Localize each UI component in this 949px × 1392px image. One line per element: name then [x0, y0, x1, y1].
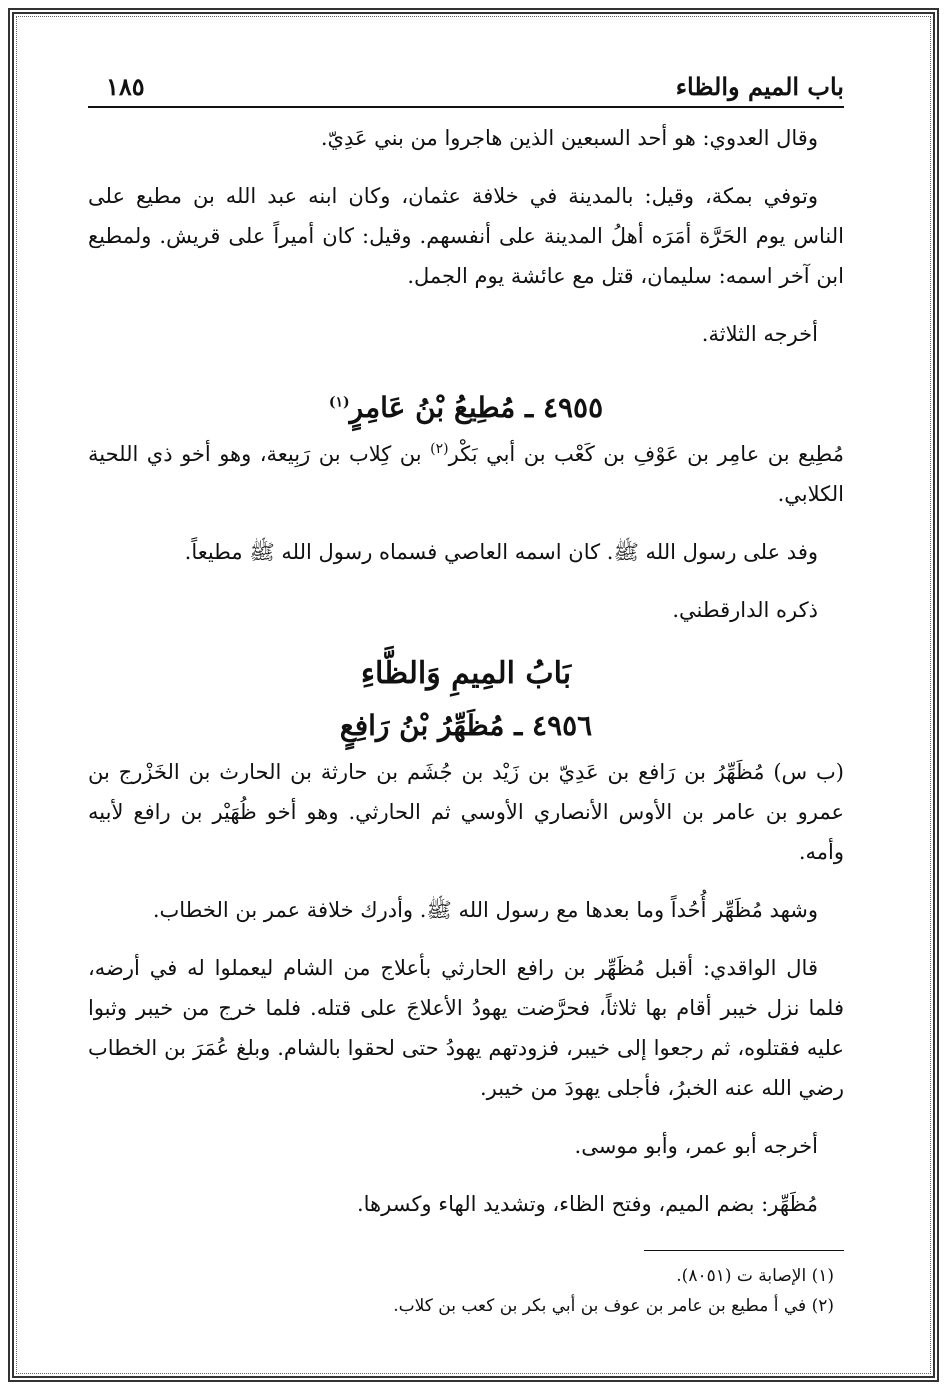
- paragraph: مُظَهِّر: بضم الميم، وفتح الظاء، وتشديد الهاء وكسرها.: [356, 1192, 818, 1216]
- footnote-ref: (٢): [430, 441, 449, 457]
- paragraph: قال الواقدي: أقبل مُظَهِّر بن رافع الحارثي بأعلاج من الشام ليعملوا له في أرضه، فلما نزل خيبر أقام بها ثلاثاً، فحرَّضت يهودُ الأعلاجَ على قتله. فلما خرج من خيبر وثبوا عليه فقتلوه، ثم رجعوا إلى خيبر، فزودتهم يهودُ حتى لحقوا بالشام. وبلغ عُمَرَ بن الخطاب رضي الله عنه الخبرُ، فأجلى يهودَ من خيبر.: [88, 956, 844, 1100]
- paragraph: وقال العدوي: هو أحد السبعين الذين هاجروا من بني عَدِيّ.: [320, 126, 818, 150]
- paragraph: وفد على رسول الله ﷺ. كان اسمه العاصي فسماه رسول الله ﷺ مطيعاً.: [184, 540, 818, 564]
- entry-text: مُطِيع بن عامِر بن عَوْفِ بن كَعْب بن أبي بَكْر: [448, 442, 844, 466]
- footnote-ref: (١): [328, 394, 350, 411]
- footnote: (١) الإصابة ت (٨٠٥١).: [676, 1266, 834, 1286]
- running-header: [88, 72, 844, 108]
- page-number: ١٨٥: [106, 72, 145, 101]
- paragraph: وشهد مُظَهِّر أُحُداً وما بعدها مع رسول الله ﷺ. وأدرك خلافة عمر بن الخطاب.: [152, 898, 818, 922]
- footnote-separator: [644, 1250, 844, 1251]
- paragraph: ذكره الدارقطني.: [672, 598, 818, 622]
- entry-heading-4955: [88, 382, 844, 434]
- paragraph: وتوفي بمكة، وقيل: بالمدينة في خلافة عثمان، وكان ابنه عبد الله بن مطيع على الناس يوم الحَرَّة أمَرَه أهلُ المدينة على أنفسهم. وقيل: كان أميراً على قريش. ولمطيع ابن آخر اسمه: سليمان، قتل مع عائشة يوم الجمل.: [88, 184, 845, 288]
- entry-heading-4956: ٤٩٥٦ ـ مُظَهِّرُ بْنُ رَافِعٍ: [339, 709, 593, 742]
- book-page: [88, 72, 844, 1321]
- paragraph: أخرجه الثلاثة.: [701, 322, 818, 346]
- paragraph: أخرجه أبو عمر، وأبو موسى.: [574, 1134, 818, 1158]
- paragraph: [88, 434, 844, 514]
- entry-title: ٤٩٥٥ ـ مُطِيعُ بْنُ عَامِرٍ: [349, 391, 604, 424]
- entry-text: بن كِلاب بن رَبِيعة، وهو أخو ذي اللحية الكلابي.: [88, 442, 844, 506]
- chapter-heading: بَابُ المِيمِ وَالظَّاءِ: [360, 656, 572, 691]
- running-header-title: باب الميم والظاء: [675, 72, 844, 101]
- footnote: (٢) في أ مطيع بن عامر بن عوف بن أبي بكر بن كعب بن كلاب.: [393, 1296, 834, 1316]
- paragraph: (ب س) مُظَهِّرُ بن رَافع بن عَدِيّ بن زَيْد بن جُشَم بن حارثة بن الحارث بن الخَزْرج بن عمرو بن عامر بن الأوس الأنصاري الأوسي ثم الحارثي. وهو أخو ظُهَيْر بن رافع لأبيه وأمه.: [88, 760, 844, 864]
